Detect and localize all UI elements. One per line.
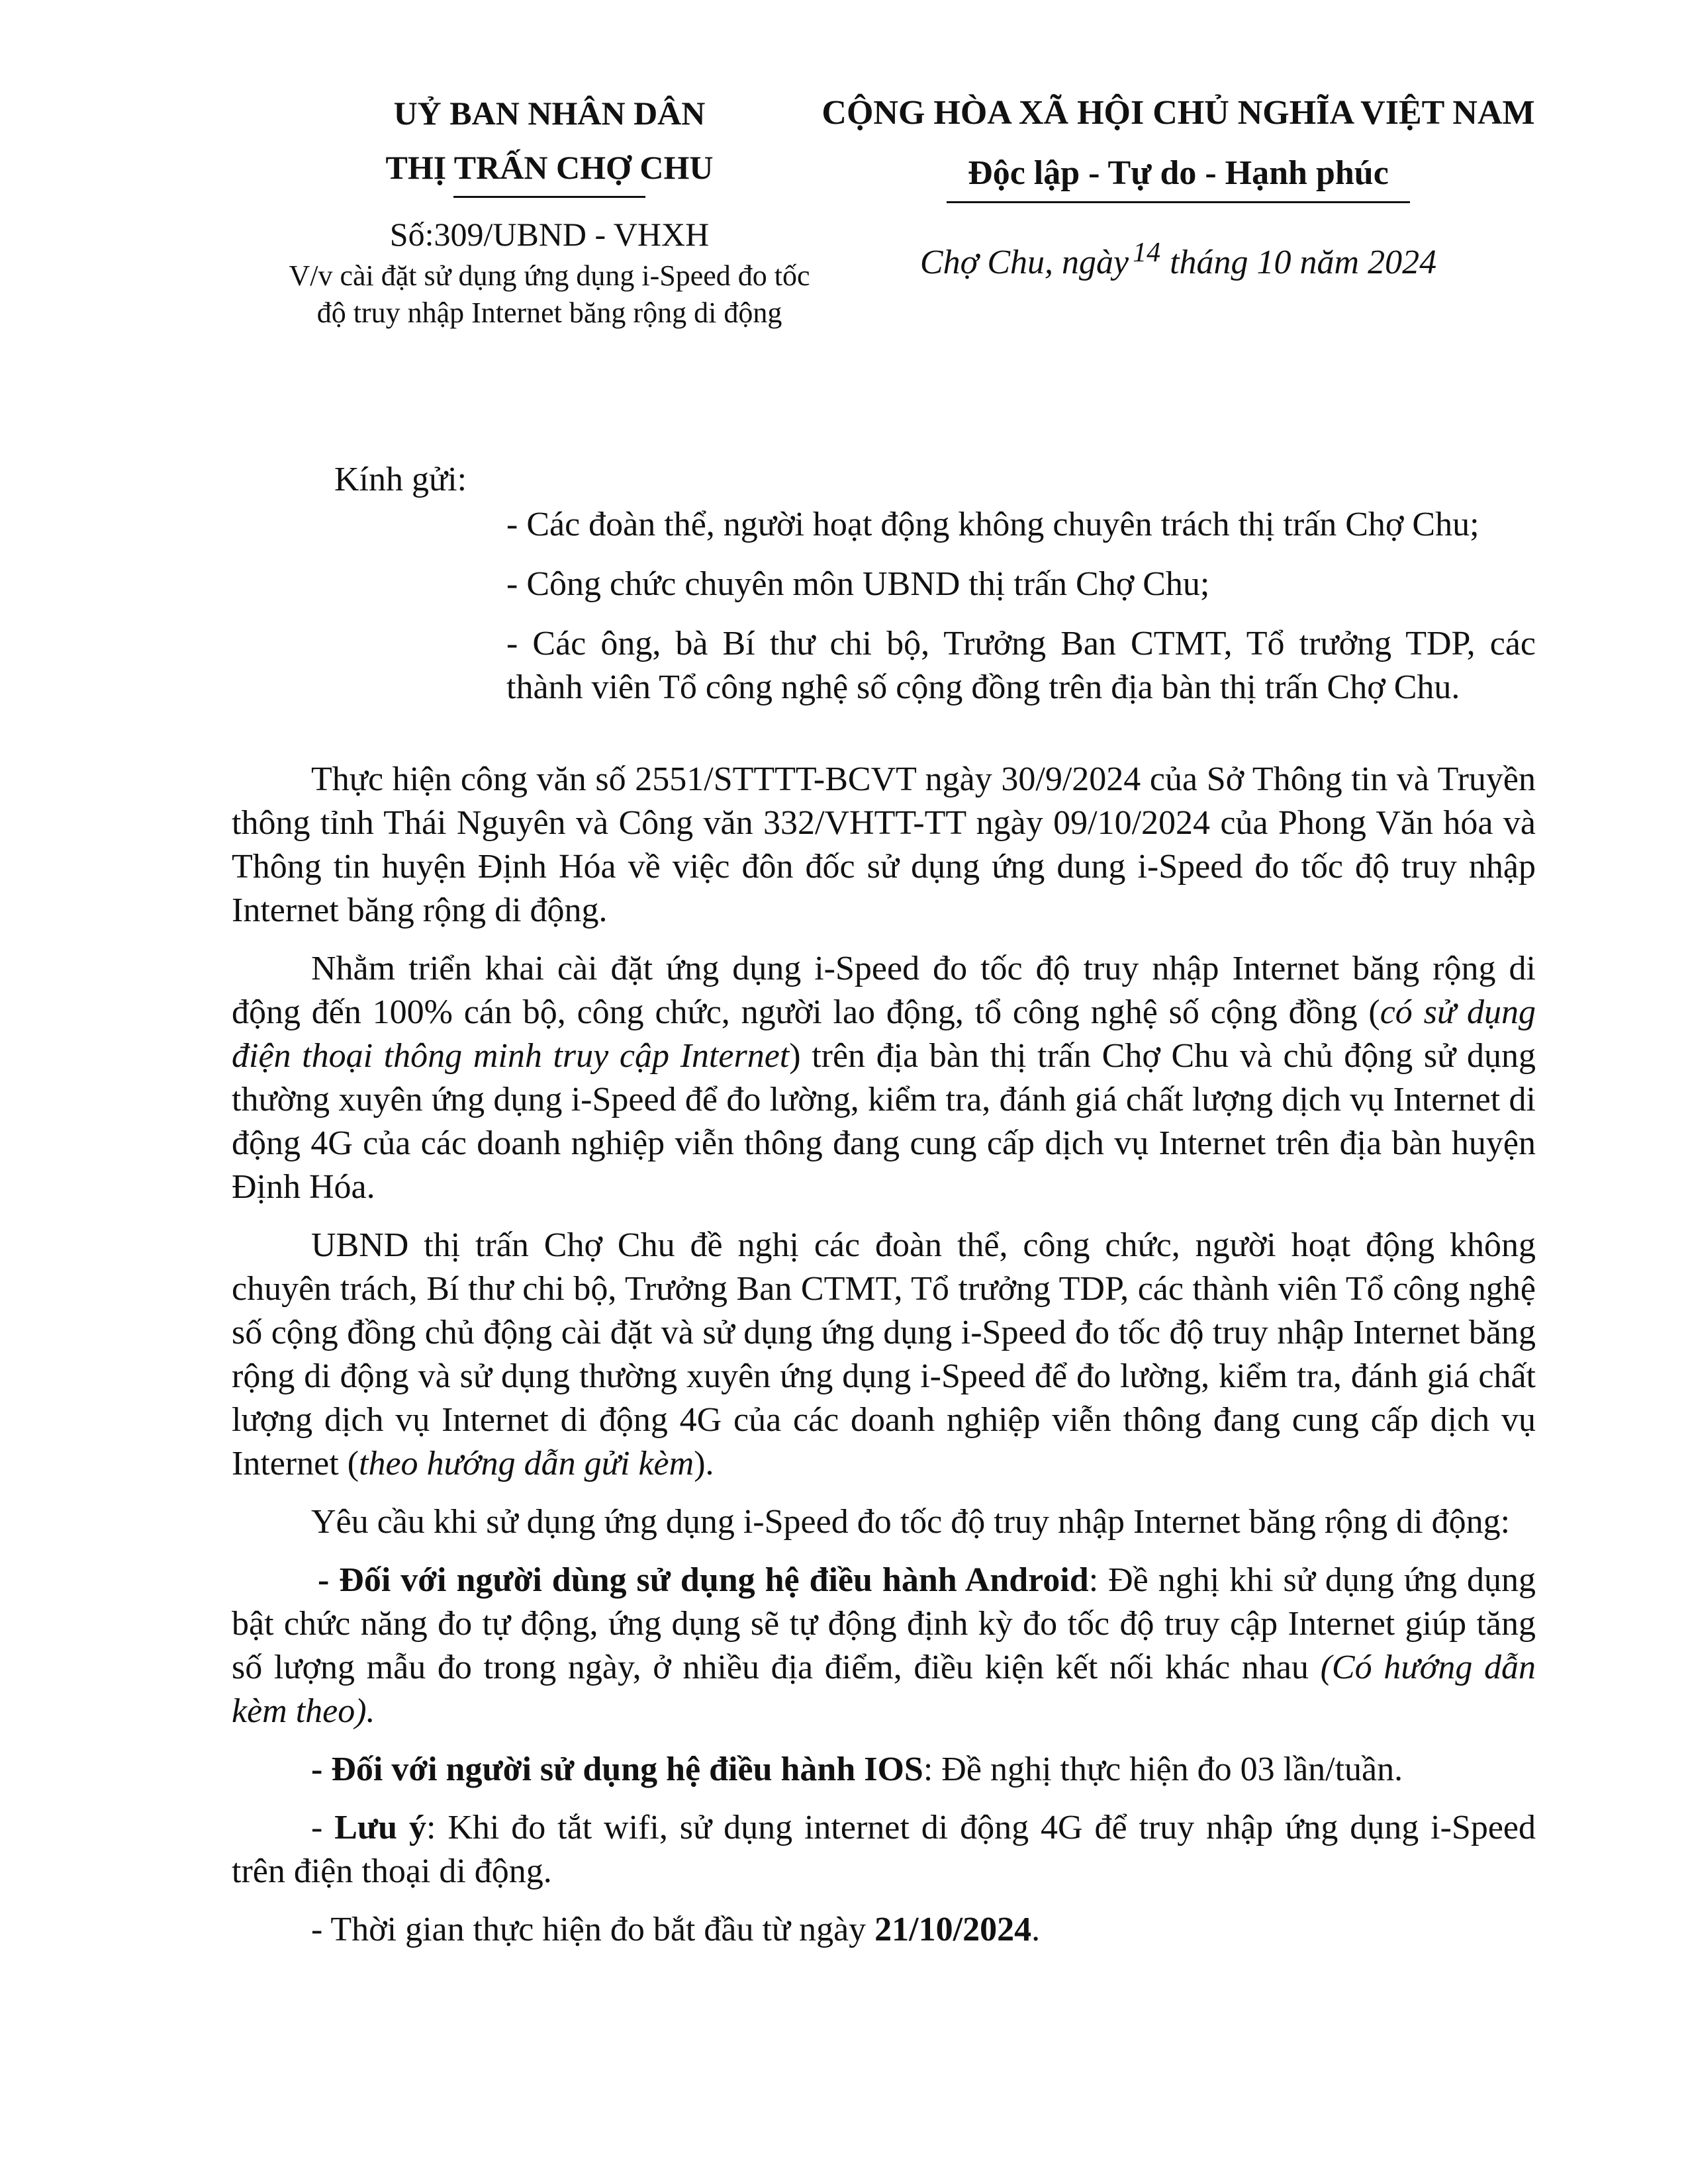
- date-prefix: Chợ Chu, ngày: [919, 244, 1129, 281]
- agency-underline: [453, 196, 645, 198]
- ios-text: : Đề nghị thực hiện đo 03 lần/tuần.: [923, 1751, 1403, 1788]
- national-motto: Độc lập - Tự do - Hạnh phúc: [968, 154, 1389, 192]
- start-date: 21/10/2024: [874, 1911, 1032, 1948]
- p2-text-a: Nhằm triển khai cài đặt ứng dụng i-Speed đo tốc độ truy nhập Internet băng rộng di động đến 100% cán bộ, công chức, người lao động, tổ công nghệ số cộng đồng (: [232, 950, 1536, 1031]
- android-requirement: [232, 1559, 1536, 1733]
- p3-text-a: UBND thị trấn Chợ Chu đề nghị các đoàn thể, công chức, người hoạt động không chuyên trách, Bí thư chi bộ, Trưởng Ban CTMT, Tổ trưởng TDP, các thành viên Tổ công nghệ số cộng đồng chủ động cài đặt và sử dụng ứng dụng i-Speed đo tốc độ truy nhập Internet băng rộng di động và sử dụng thường xuyên ứng dụng i-Speed để đo lường, kiểm tra, đánh giá chất lượng dịch vụ Internet di động 4G của các doanh nghiệp viễn thông đang cung cấp dịch vụ Internet (: [232, 1226, 1536, 1482]
- recipients-label: Kính gửi:: [334, 461, 467, 498]
- note-paragraph: [232, 1806, 1536, 1893]
- start-date-end: .: [1031, 1911, 1041, 1948]
- date-day: 14: [1133, 238, 1161, 268]
- recipient-item: - Các đoàn thể, người hoạt động không chuyên trách thị trấn Chợ Chu;: [506, 506, 1479, 543]
- document-number: Số:309/UBND - VHXH: [389, 216, 710, 253]
- body-paragraph-2: [232, 947, 1536, 1209]
- recipient-item: - Công chức chuyên môn UBND thị trấn Chợ Chu;: [506, 565, 1210, 603]
- date-suffix: tháng 10 năm 2024: [1170, 244, 1437, 281]
- agency-name-line2: THỊ TRẤN CHỢ CHU: [385, 149, 714, 186]
- body-paragraph-4: Yêu cầu khi sử dụng ứng dụng i-Speed đo tốc độ truy nhập Internet băng rộng di động:: [311, 1503, 1511, 1541]
- ios-requirement: [232, 1748, 1536, 1792]
- document-subject: V/v cài đặt sử dụng ứng dụng i-Speed đo tốc độ truy nhập Internet băng rộng di động: [289, 259, 810, 329]
- android-text: : Đề nghị khi sử dụng ứng dụng bật chức năng đo tự động, ứng dụng sẽ tự động định kỳ đo tốc độ truy cập Internet giúp tăng số lượng mẫu đo trong ngày, ở nhiều địa điểm, điều kiện kết nối khác nhau: [232, 1561, 1536, 1686]
- start-date-paragraph: [232, 1908, 1536, 1952]
- ios-heading: - Đối với người sử dụng hệ điều hành IOS: [311, 1751, 923, 1788]
- recipients-list: [506, 503, 1536, 725]
- p3-italic: theo hướng dẫn gửi kèm: [359, 1445, 694, 1482]
- agency-name-line1: UỶ BAN NHÂN DÂN: [393, 95, 706, 132]
- body-paragraph-1: Thực hiện công văn số 2551/STTTT-BCVT ngày 30/9/2024 của Sở Thông tin và Truyền thông tỉnh Thái Nguyên và Công văn 332/VHTT-TT ngày 09/10/2024 của Phong Văn hóa và Thông tin huyện Định Hóa về việc đôn đốc sử dụng ứng dung i-Speed đo tốc độ truy nhập Internet băng rộng di động.: [232, 760, 1536, 929]
- document-body: [232, 758, 1536, 1966]
- nation-name: CỘNG HÒA XÃ HỘI CHỦ NGHĨA VIỆT NAM: [821, 94, 1535, 132]
- note-text: : Khi đo tắt wifi, sử dụng internet di động 4G để truy nhập ứng dụng i-Speed trên điện thoại di động.: [232, 1809, 1536, 1890]
- p2-italic: có sử dụng điện thoại thông minh truy cập Internet: [232, 993, 1536, 1075]
- issue-date: [781, 236, 1575, 291]
- android-note: (Có hướng dẫn kèm theo).: [232, 1649, 1536, 1730]
- national-heading-block: [781, 86, 1575, 291]
- p2-text-b: ) trên địa bàn thị trấn Chợ Chu và chủ động sử dụng thường xuyên ứng dụng i-Speed để đo lường, kiểm tra, đánh giá chất lượng dịch vụ Internet di động 4G của các doanh nghiệp viễn thông đang cung cấp dịch vụ Internet trên địa bàn huyện Định Hóa.: [232, 1037, 1536, 1206]
- body-paragraph-3: [232, 1224, 1536, 1486]
- note-dash: -: [311, 1809, 335, 1846]
- start-date-text: - Thời gian thực hiện đo bắt đầu từ ngày: [311, 1911, 875, 1948]
- recipient-item: - Các ông, bà Bí thư chi bộ, Trưởng Ban CTMT, Tổ trưởng TDP, các thành viên Tổ công nghệ số cộng đồng trên địa bàn thị trấn Chợ Chu.: [506, 625, 1536, 706]
- note-heading: Lưu ý: [334, 1809, 426, 1846]
- p3-text-b: ).: [694, 1445, 714, 1482]
- android-heading: - Đối với người dùng sử dụng hệ điều hành Android: [318, 1561, 1089, 1599]
